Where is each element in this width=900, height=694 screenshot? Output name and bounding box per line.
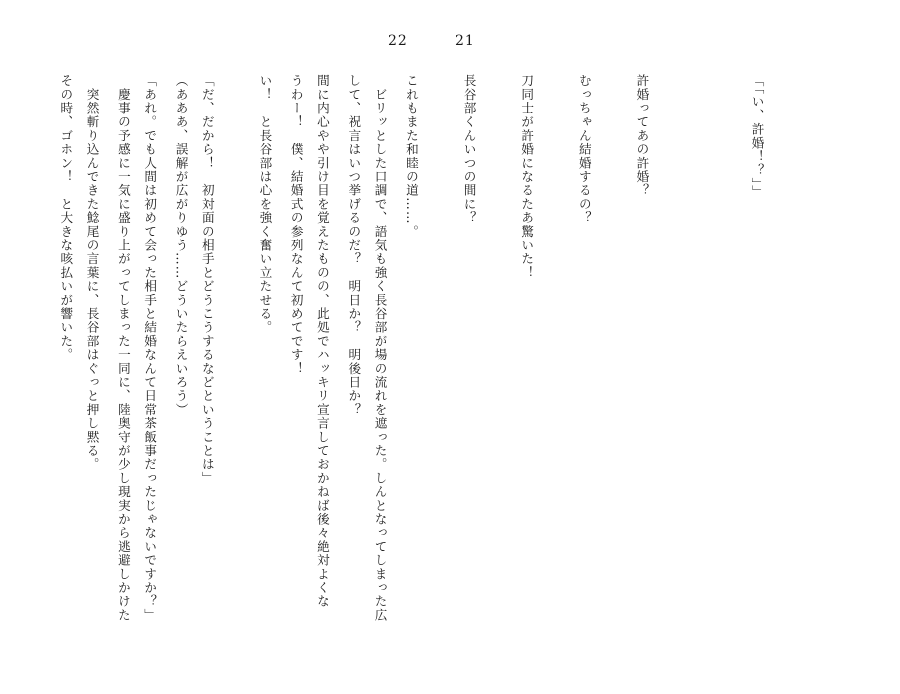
text-line: して、祝言はいつ挙げるのだ？ 明日か？ 明後日か？ [346,74,362,417]
text-line: 「だ、だから！ 初対面の相手とどうこうするなどということは」 [199,74,215,485]
text-line: 突然斬り込んできた鯰尾の言葉に、長谷部はぐっと押し黙る。 [84,74,100,472]
text-line: 間に内心やや引け目を覚えたものの、此処でハッキリ宣言しておかねば後々絶対よくな [314,74,330,609]
text-line: これもまた和睦の道……。 [403,74,419,239]
text-line: ビリッとした口調で、語気も強く長谷部が場の流れを遮った。しんとなってしまった広 [372,74,388,622]
text-line: 刀同士が許婚になるたあ驚いた！ [519,74,535,280]
text-line: 「あれ。でも人間は初めて会った相手と結婚なんて日常茶飯事だったじゃないですか？」 [142,74,158,622]
text-line: むっちゃん結婚するの？ [576,74,592,225]
text-line: その時、ゴホン！ と大きな咳払いが響いた。 [58,74,74,362]
text-line: い！ と長谷部は心を強く奮い立たせる。 [257,74,273,335]
text-line: 「「い、許婚！？」」 [749,74,765,199]
text-line: 長谷部くんいつの間に？ [461,74,477,225]
page-body-left [0,74,428,664]
text-line: うわー！ 僕、結婚式の参列なんて初めてです！ [288,74,304,376]
text-line: 許婚ってあの許婚？ [634,74,650,198]
page-number-left: 22 [388,33,408,49]
page-number-right: 21 [455,33,475,49]
text-line: （あああ、誤解が広がりゆう……どういたらえいろう） [173,74,189,417]
text-line: 慶事の予感に一気に盛り上がってしまった一同に、陸奥守が少し現実から逃避しかけた [115,74,131,622]
